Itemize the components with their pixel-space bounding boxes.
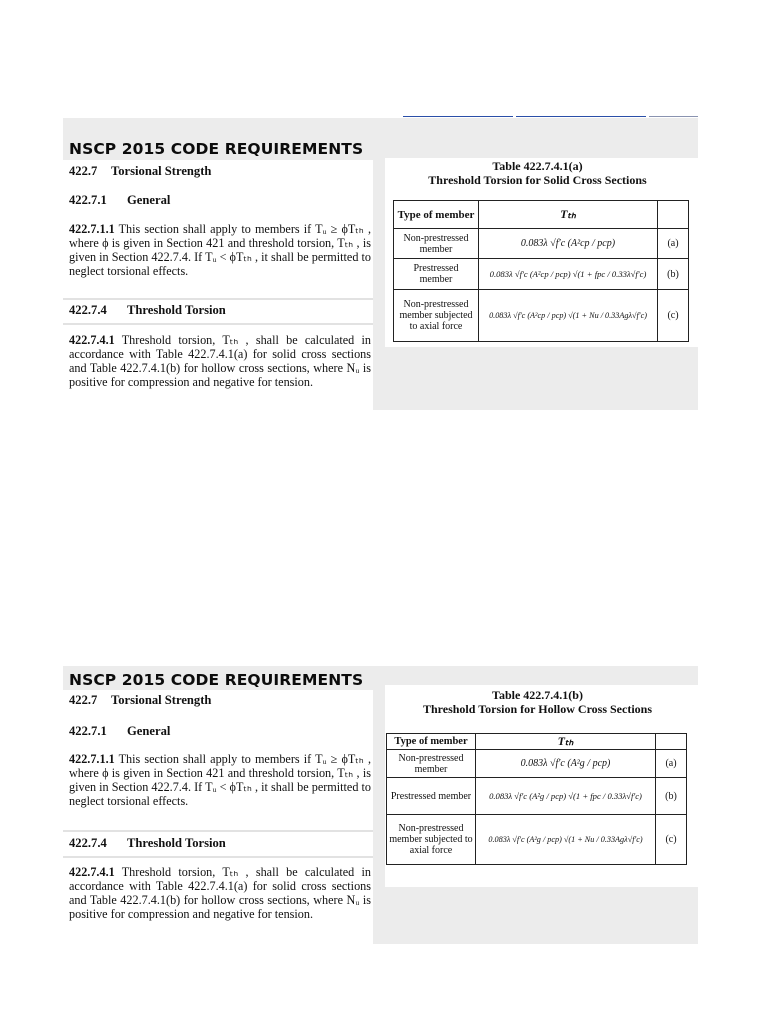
member-type: Non-prestressed member: [387, 750, 476, 778]
section-422-7-1: 422.7.1 General: [69, 724, 171, 738]
col-header-type: Type of member: [387, 734, 476, 750]
slide-solid-cross-sections: [63, 118, 698, 410]
member-type: Non-prestressed member subjected to axial force: [394, 290, 479, 342]
row-tag: (c): [656, 815, 687, 865]
member-type: Non-prestressed member subjected to axial force: [387, 815, 476, 865]
table-title: Threshold Torsion for Solid Cross Sections: [428, 173, 647, 187]
table-row: [387, 750, 687, 778]
table-row: [394, 259, 689, 290]
table-row: [387, 815, 687, 865]
divider: [63, 856, 373, 858]
table-title: Threshold Torsion for Hollow Cross Sections: [422, 702, 653, 716]
threshold-torsion-table-panel: [385, 158, 698, 347]
table-row: [394, 229, 689, 259]
threshold-torsion-table: [393, 200, 689, 342]
table-number: Table 422.7.4.1(b): [492, 688, 583, 702]
formula: 0.083λ √f′c (A²cp / pcp): [479, 229, 658, 259]
divider: [63, 830, 373, 832]
slide-heading: NSCP 2015 CODE REQUIREMENTS: [69, 140, 364, 158]
col-header-tth: Tₜₕ: [479, 201, 658, 229]
paragraph-422-7-1-1: 422.7.1.1 This section shall apply to members if Tᵤ ≥ ϕTₜₕ , where ϕ is given in Section 421 and threshold torsion, Tₜₕ , is given in Section 422.7.4. If Tᵤ < ϕTₜₕ , it shall be permitted to neglect torsional effects.: [69, 752, 371, 809]
slide-heading: NSCP 2015 CODE REQUIREMENTS: [69, 671, 364, 689]
code-text-column: [63, 690, 373, 944]
row-tag: (a): [658, 229, 689, 259]
col-header-type: Type of member: [394, 201, 479, 229]
divider: [63, 298, 373, 300]
paragraph-422-7-4-1: 422.7.4.1 Threshold torsion, Tₜₕ , shall be calculated in accordance with Table 422.7.4.1(a) for solid cross sections and Table 422.7.4.1(b) for hollow cross sections, where Nᵤ is positive for compression and negative for tension.: [69, 865, 371, 922]
table-row: [387, 778, 687, 815]
row-tag: (b): [658, 259, 689, 290]
section-422-7: 422.7 Torsional Strength: [69, 693, 212, 707]
formula: 0.083λ √f′c (A²g / pcp) √(1 + Nu / 0.33Agλ√f′c): [476, 815, 656, 865]
formula: 0.083λ √f′c (A²cp / pcp) √(1 + Nu / 0.33Agλ√f′c): [479, 290, 658, 342]
row-tag: (b): [656, 778, 687, 815]
col-header-blank: [658, 201, 689, 229]
formula: 0.083λ √f′c (A²cp / pcp) √(1 + fpc / 0.33λ√f′c): [479, 259, 658, 290]
member-type: Non-prestressed member: [394, 229, 479, 259]
threshold-torsion-table: [386, 733, 687, 865]
top-divider-line: [403, 116, 698, 117]
threshold-torsion-table-panel: [385, 685, 698, 887]
section-422-7-4: 422.7.4 Threshold Torsion: [69, 303, 226, 317]
formula: 0.083λ √f′c (A²g / pcp): [476, 750, 656, 778]
divider: [63, 323, 373, 325]
code-text-column: [63, 160, 373, 410]
slide-hollow-cross-sections: [63, 666, 698, 944]
col-header-blank: [656, 734, 687, 750]
table-row: [394, 290, 689, 342]
paragraph-422-7-4-1: 422.7.4.1 Threshold torsion, Tₜₕ , shall be calculated in accordance with Table 422.7.4.1(a) for solid cross sections and Table 422.7.4.1(b) for hollow cross sections, where Nᵤ is positive for compression and negative for tension.: [69, 333, 371, 390]
section-422-7-4: 422.7.4 Threshold Torsion: [69, 836, 226, 850]
col-header-tth: Tₜₕ: [476, 734, 656, 750]
member-type: Prestressed member: [394, 259, 479, 290]
table-number: Table 422.7.4.1(a): [492, 159, 583, 173]
formula: 0.083λ √f′c (A²g / pcp) √(1 + fpc / 0.33λ√f′c): [476, 778, 656, 815]
member-type: Prestressed member: [387, 778, 476, 815]
row-tag: (c): [658, 290, 689, 342]
paragraph-422-7-1-1: 422.7.1.1 This section shall apply to members if Tᵤ ≥ ϕTₜₕ , where ϕ is given in Section 421 and threshold torsion, Tₜₕ , is given in Section 422.7.4. If Tᵤ < ϕTₜₕ , it shall be permitted to neglect torsional effects.: [69, 222, 371, 279]
section-422-7-1: 422.7.1 General: [69, 193, 171, 207]
section-422-7: 422.7 Torsional Strength: [69, 164, 212, 178]
row-tag: (a): [656, 750, 687, 778]
